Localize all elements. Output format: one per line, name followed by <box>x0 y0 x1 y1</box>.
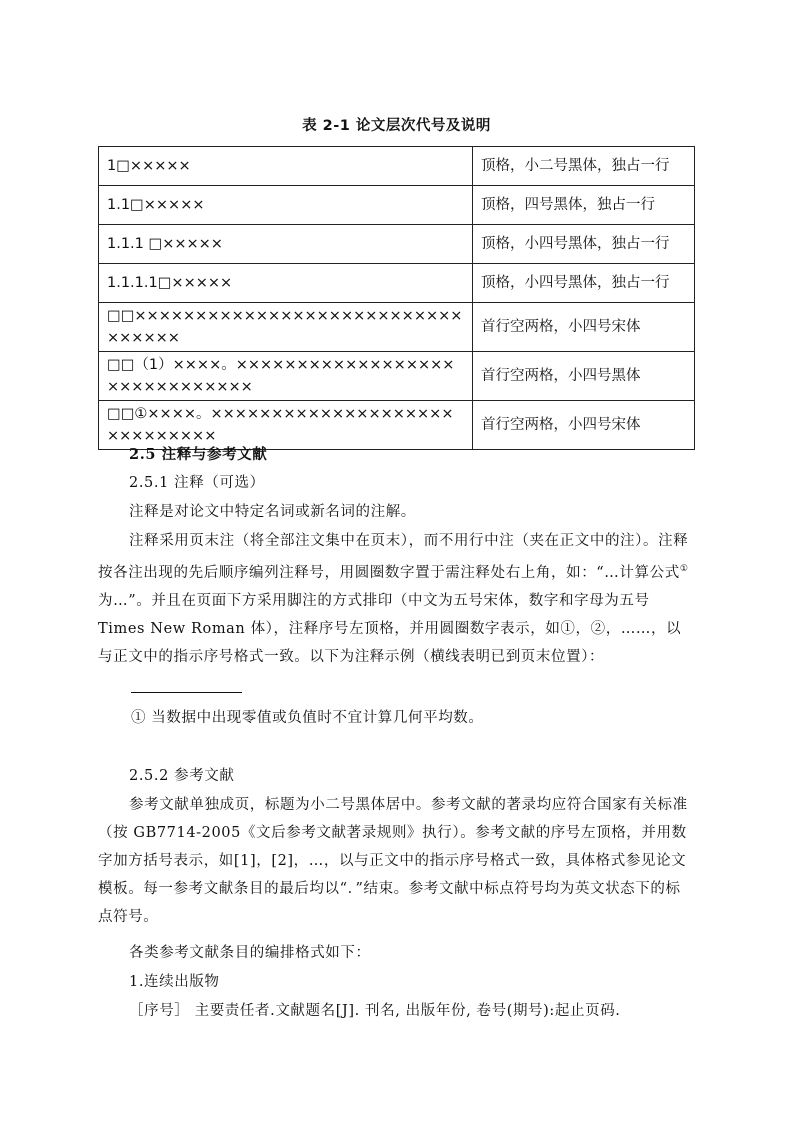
table-row <box>99 225 695 264</box>
level-code: 1.1□××××× <box>99 186 473 225</box>
level-code: 1□××××× <box>99 147 473 186</box>
hierarchy-table <box>98 146 695 450</box>
table-row <box>99 352 695 401</box>
level-code: 1.1.1.1□××××× <box>99 264 473 303</box>
level-description: 首行空两格，小四号宋体 <box>473 401 695 450</box>
table-row <box>99 147 695 186</box>
section-heading-2-5-2: 2.5.2 参考文献 <box>129 768 235 784</box>
section-heading-2-5-1: 2.5.1 注释（可选） <box>129 475 265 491</box>
paragraph-notes-definition: 注释是对论文中特定名词或新名词的注解。 <box>129 504 416 520</box>
footnote-separator <box>131 692 242 693</box>
footnote-example: ① 当数据中出现零值或负值时不宜计算几何平均数。 <box>131 710 484 726</box>
paragraph-notes-format <box>98 527 695 671</box>
paragraph-references: 参考文献单独成页，标题为小二号黑体居中。参考文献的著录均应符合国家有关标准（按 GB7714-2005《文后参考文献著录规则》执行）。参考文献的序号左顶格，并用数字加方括号表示，如[1]，[2]，…，以与正文中的指示序号格式一致，具体格式参见论文模板。每一参考文献条目的最后均以“．”结束。参考文献中标点符号均为英文状态下的标点符号。 <box>98 797 688 925</box>
level-code: □□①××××。××××××××××××××××××××××××××××× <box>99 401 473 450</box>
table-caption: 表 2-1 论文层次代号及说明 <box>302 118 491 134</box>
paragraph-text: 注释采用页末注（将全部注文集中在页末），而不用行中注（夹在正文中的注）。注释按各注出现的先后顺序编列注释号，用圆圈数字置于需注释处右上角，如：“…计算公式 <box>98 533 689 581</box>
level-description: 首行空两格，小四号宋体 <box>473 303 695 352</box>
level-description: 顶格，小四号黑体，独占一行 <box>473 264 695 303</box>
section-heading-2-5: 2.5 注释与参考文献 <box>129 446 268 463</box>
level-description: 顶格，四号黑体，独占一行 <box>473 186 695 225</box>
level-code: □□（1）××××。×××××××××××××××××××××××××××××× <box>99 352 473 401</box>
paragraph-text: 为…”。并且在页面下方采用脚注的方式排印（中文为五号宋体，数字和字母为五号 Times New Roman 体），注释序号左顶格，并用圆圈数字表示，如①，②，……，以与正文中的指示序号格式一致。以下为注释示例（横线表明已到页末位置）： <box>98 592 682 665</box>
level-description: 顶格，小四号黑体，独占一行 <box>473 225 695 264</box>
note-marker: ① <box>679 564 689 574</box>
paragraph-reference-formats: 各类参考文献条目的编排格式如下： <box>129 945 371 961</box>
level-code: □□××××××××××××××××××××××××××××××××× <box>99 303 473 352</box>
reference-format-serials: ［序号］ 主要责任者.文献题名[J]. 刊名, 出版年份, 卷号(期号):起止页码. <box>129 1003 621 1019</box>
table-row <box>99 303 695 352</box>
level-description: 顶格，小二号黑体，独占一行 <box>473 147 695 186</box>
table-row <box>99 186 695 225</box>
level-description: 首行空两格，小四号黑体 <box>473 352 695 401</box>
level-code: 1.1.1 □××××× <box>99 225 473 264</box>
list-item-serials: 1.连续出版物 <box>129 974 220 990</box>
table-row <box>99 264 695 303</box>
